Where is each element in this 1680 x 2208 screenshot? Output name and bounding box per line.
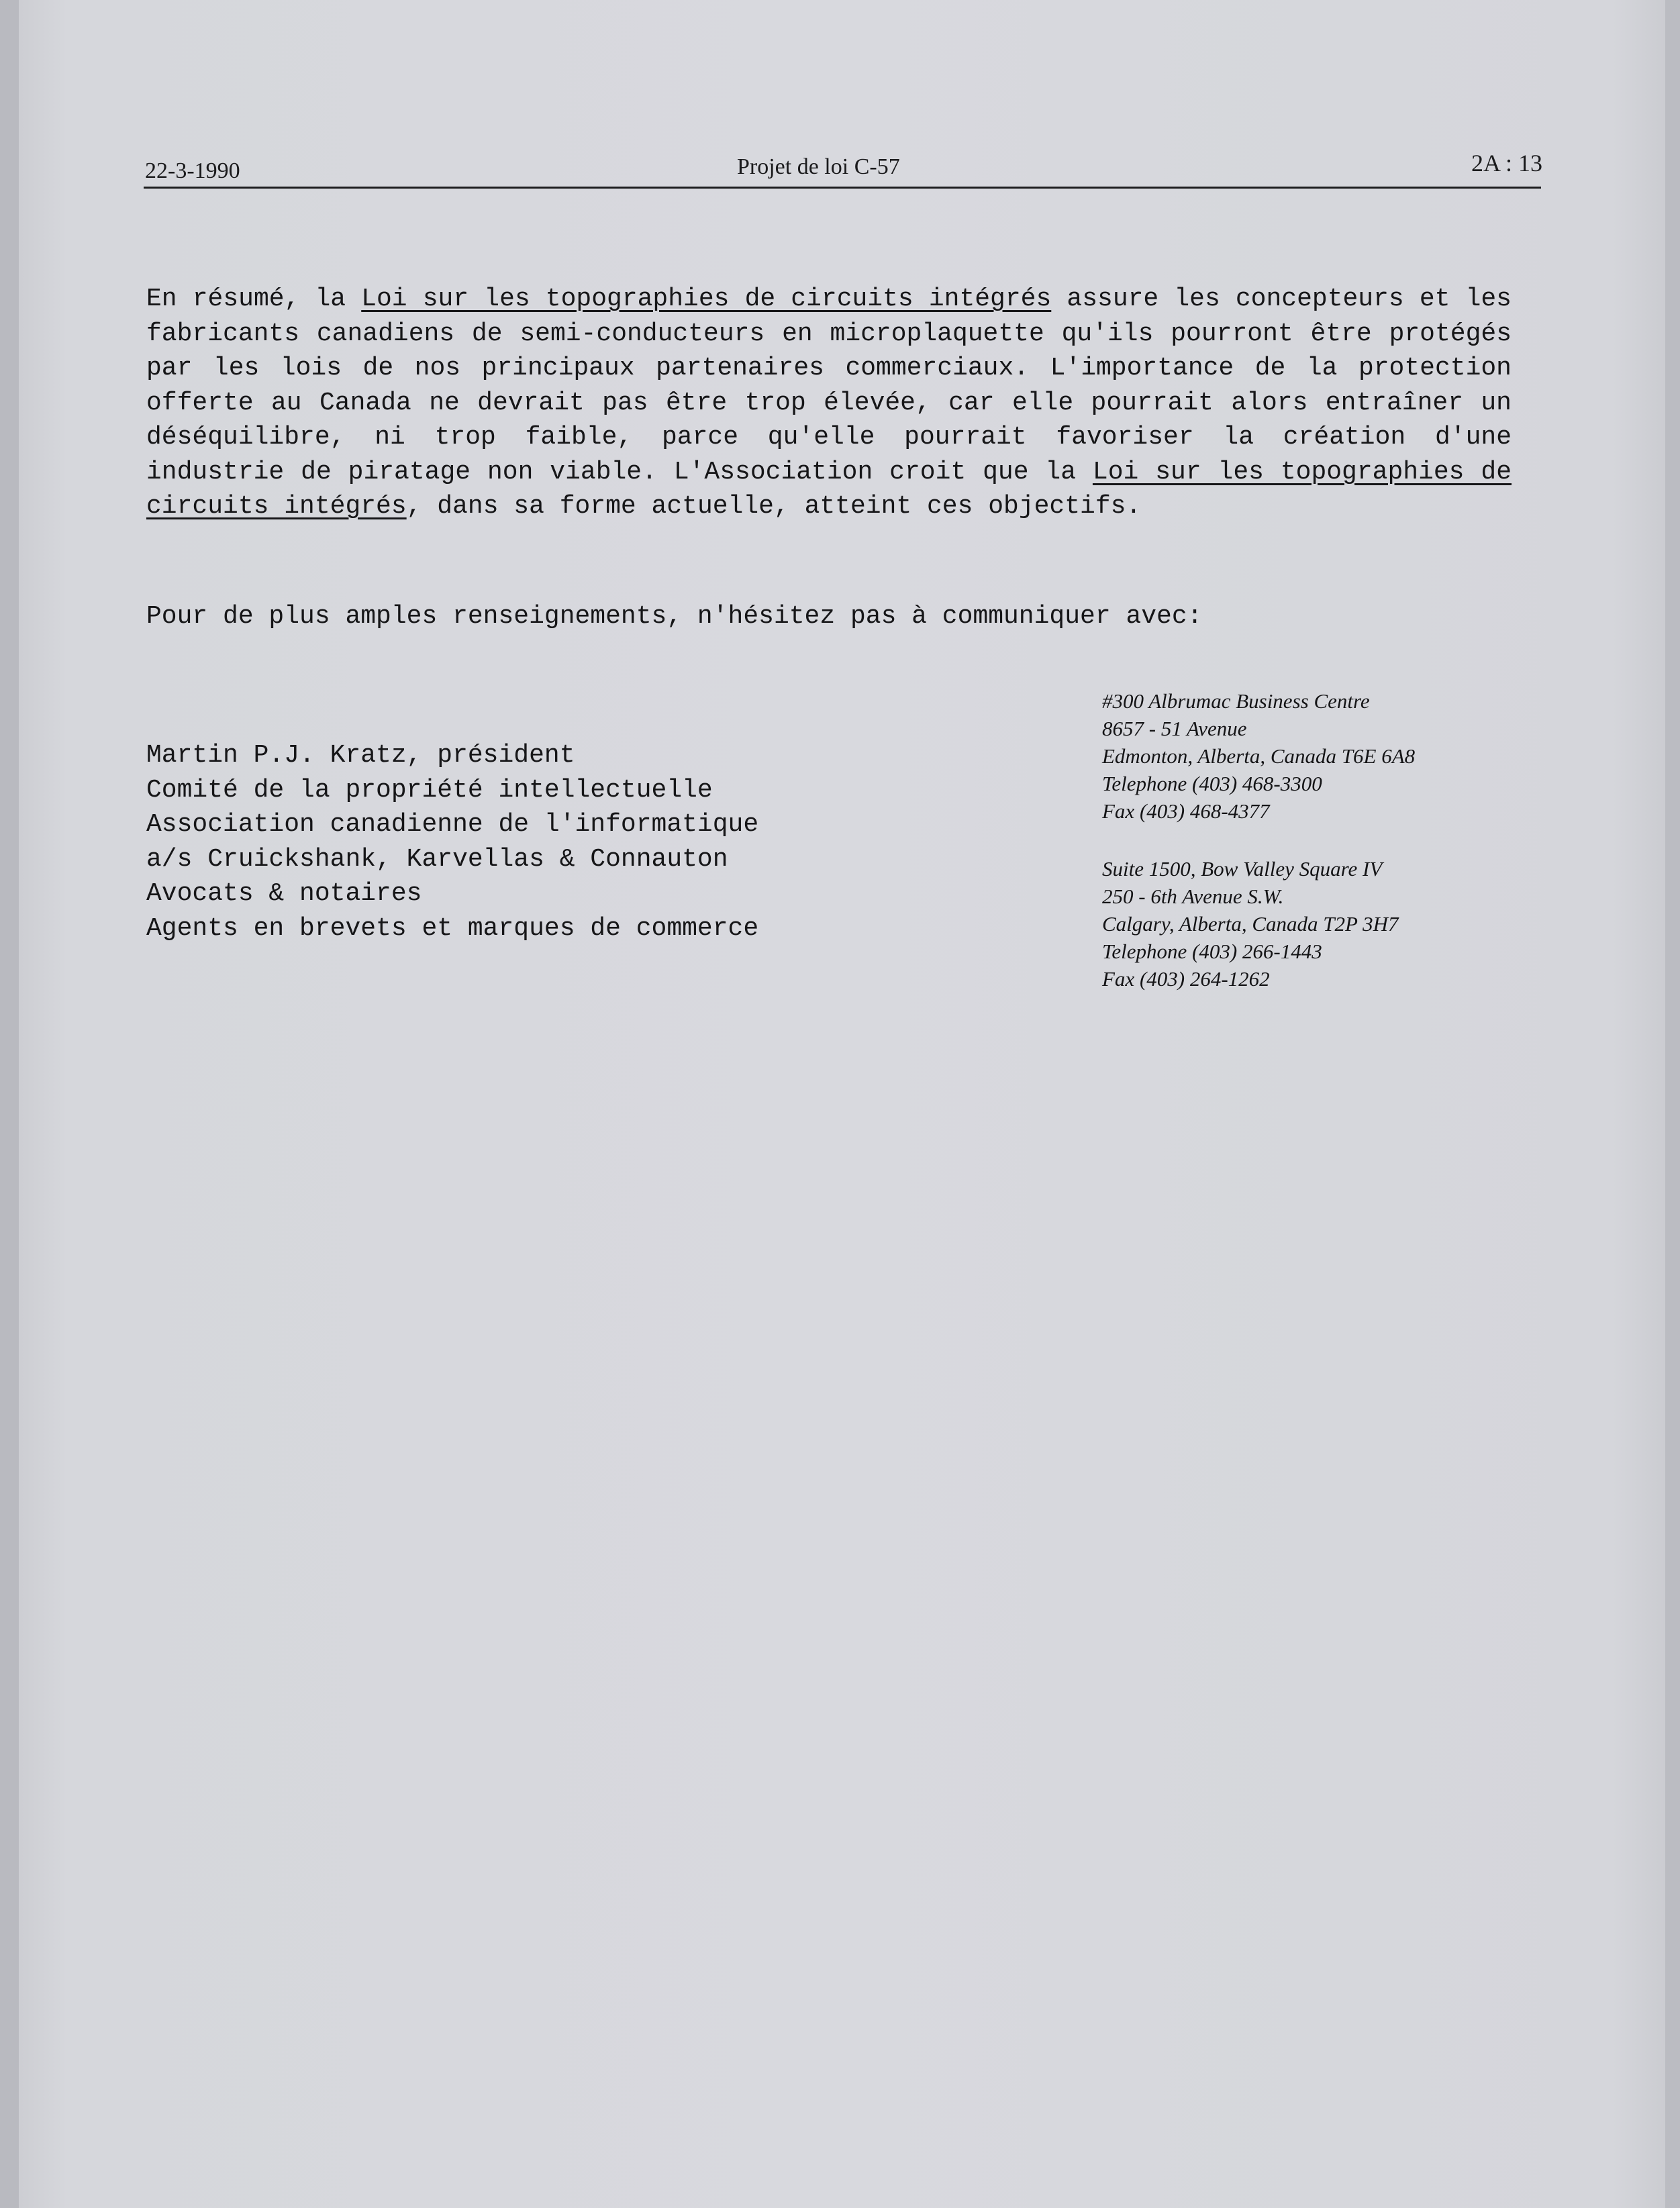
summary-text-1: En résumé, la bbox=[146, 285, 362, 313]
header-date: 22-3-1990 bbox=[145, 158, 240, 183]
law-title-underlined: Loi sur les topographies de circuits intégrés bbox=[361, 285, 1052, 313]
contact-line: Comité de la propriété intellectuelle bbox=[146, 775, 713, 805]
header-rule bbox=[144, 187, 1541, 189]
address-line: Telephone (403) 266-1443 bbox=[1102, 940, 1322, 963]
contact-intro: Pour de plus amples renseignements, n'hésitez pas à communiquer avec: bbox=[146, 602, 1203, 631]
header-title: Projet de loi C-57 bbox=[737, 154, 900, 179]
address-line: Fax (403) 468-4377 bbox=[1102, 799, 1270, 823]
summary-text-2: assure les concepteurs et les fabricants canadiens de semi-conducteurs en microplaquette qu'ils pourront être protégés par les lois de nos principaux partenaires commerciaux. L'importance de la protection offerte au Canada ne devrait pas être trop élevée, car elle pourrait alors entraîner un déséquilibre, ni trop faible, parce qu'elle pourrait favoriser la création d'une industrie de piratage non viable. L'Association croit que la bbox=[146, 285, 1512, 487]
header-page-number: 2A : 13 bbox=[1471, 150, 1542, 177]
summary-text-3: , dans sa forme actuelle, atteint ces objectifs. bbox=[406, 492, 1142, 521]
contact-block bbox=[146, 738, 1086, 946]
address-line: Telephone (403) 468-3300 bbox=[1102, 772, 1322, 795]
summary-paragraph bbox=[146, 282, 1512, 524]
contact-line: Association canadienne de l'informatique bbox=[146, 810, 759, 839]
address-line: Calgary, Alberta, Canada T2P 3H7 bbox=[1102, 912, 1399, 936]
contact-line: Avocats & notaires bbox=[146, 879, 422, 908]
contact-line: Agents en brevets et marques de commerce bbox=[146, 913, 759, 943]
address-line: 250 - 6th Avenue S.W. bbox=[1102, 885, 1284, 908]
contact-line: Martin P.J. Kratz, président bbox=[146, 741, 575, 770]
contact-line: a/s Cruickshank, Karvellas & Connauton bbox=[146, 844, 728, 874]
address-line: Fax (403) 264-1262 bbox=[1102, 967, 1270, 991]
page-shadow-left bbox=[0, 0, 19, 2208]
address-line: 8657 - 51 Avenue bbox=[1102, 717, 1247, 740]
office-address-calgary bbox=[1102, 855, 1518, 993]
address-line: Edmonton, Alberta, Canada T6E 6A8 bbox=[1102, 744, 1416, 768]
office-address-edmonton bbox=[1102, 687, 1518, 825]
bleed-through-logo bbox=[128, 1879, 1550, 1921]
page-shadow-right bbox=[1665, 0, 1680, 2208]
law-title-underlined-2: Loi sur les topographies de circuits intégrés bbox=[146, 457, 1512, 521]
address-line: Suite 1500, Bow Valley Square IV bbox=[1102, 857, 1383, 881]
address-line: #300 Albrumac Business Centre bbox=[1102, 689, 1370, 713]
